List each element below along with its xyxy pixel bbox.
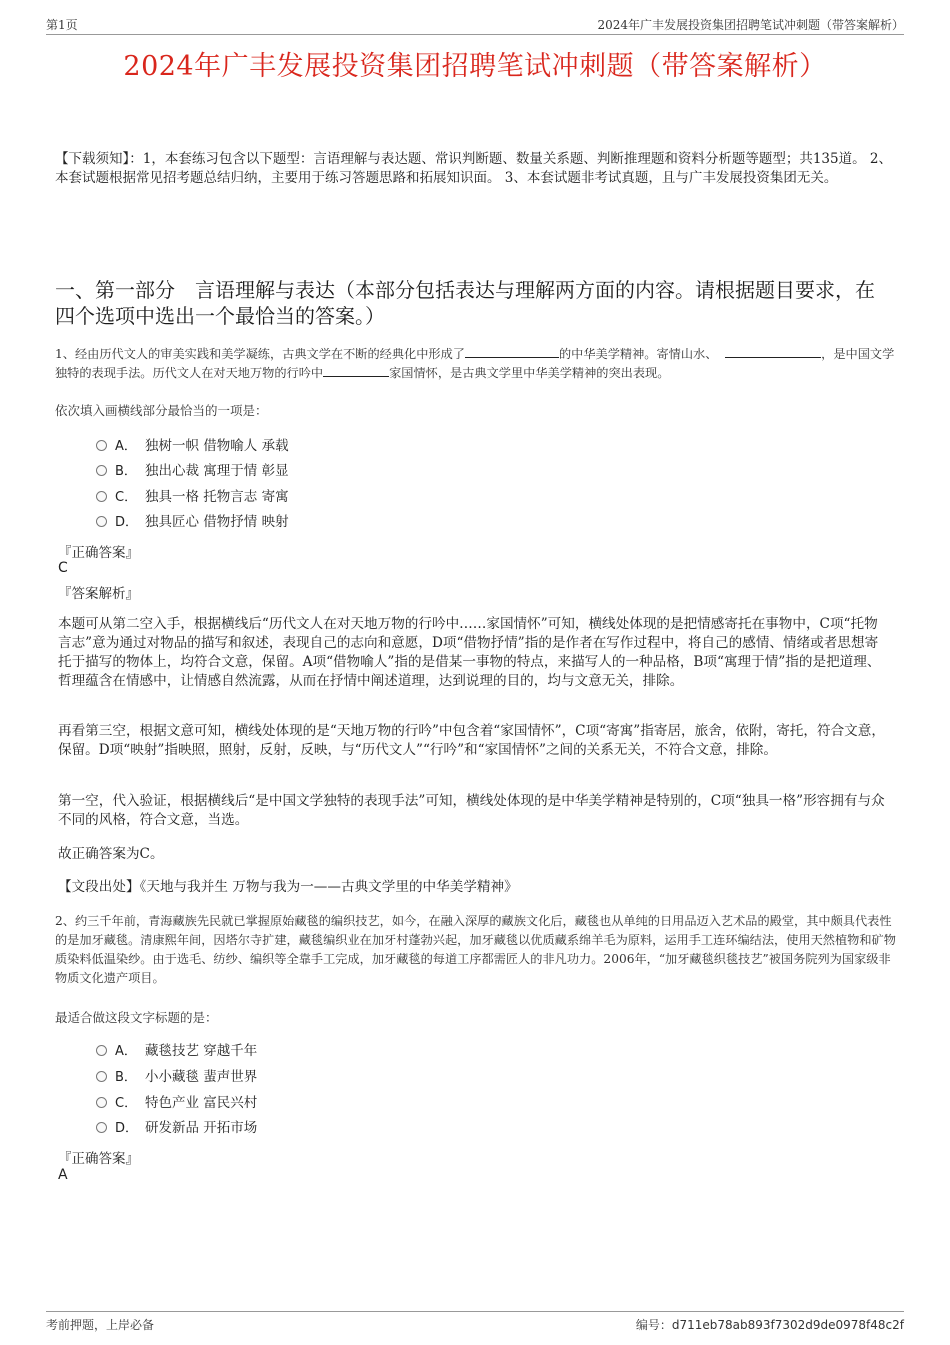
q1-source: 【文段出处】《天地与我并生 万物与我为一——古典文学里的中华美学精神》 bbox=[58, 879, 518, 895]
q1-analysis-paragraph-1: 本题可从第二空入手，根据横线后“历代文人在对天地万物的行吟中……家国情怀”可知，横线处体现的是把情感寄托在事物中，C项“托物言志”意为通过对物品的描写和叙述，表现自己的志向和意愿，D项“借物抒情”指的是作者在写作过程中，将自己的感情、情绪或者思想寄托于描写的物体上，均符合文意，保留。A项“借物喻人”指的是借某一事物的特点，来描写人的一种品格，B项“寓理于情”指的是把道理、哲理蕴含在情感中，让情感自然流露，从而在抒情中阐述道理，达到说理的目的，均与文意无关，排除。 bbox=[58, 616, 881, 689]
option-text: 独具匠心 借物抒情 映射 bbox=[145, 514, 289, 530]
q1-prompt: 依次填入画横线部分最恰当的一项是： bbox=[55, 403, 268, 418]
question-2-text: 2、约三千年前，青海藏族先民就已掌握原始藏毯的编织技艺，如今，在融入深厚的藏族文化后，藏毯也从单纯的日用品迈入艺术品的殿堂，其中颇具代表性的是加牙藏毯。清康熙年间，因塔尔寺扩建，藏毯编织业在加牙村蓬勃兴起，加牙藏毯以优质藏系绵羊毛为原料，运用手工连环编结法，使用天然植物和矿物质染料低温染纱。由于选毛、纺纱、编织等全靠手工完成，加牙藏毯的每道工序都需匠人的非凡功力。2006年，“加牙藏毯织毯技艺”被国务院列为国家级非物质文化遗产项目。 bbox=[55, 914, 896, 985]
q1-part1: 1、经由历代文人的审美实践和美学凝练，古典文学在不断的经典化中形成了 bbox=[55, 347, 465, 361]
q2-answer: A bbox=[58, 1167, 68, 1183]
radio-button-icon[interactable] bbox=[96, 440, 107, 451]
page-footer bbox=[46, 1311, 904, 1336]
radio-button-icon[interactable] bbox=[96, 491, 107, 502]
option-letter: C． bbox=[115, 490, 138, 505]
radio-button-icon[interactable] bbox=[96, 1097, 107, 1108]
q2-option-a[interactable] bbox=[96, 1041, 257, 1061]
page-number: 第1页 bbox=[46, 18, 78, 32]
q1-answer: C bbox=[58, 560, 68, 576]
q1-analysis-label: 『答案解析』 bbox=[58, 586, 139, 602]
document-title: 2024年广丰发展投资集团招聘笔试冲刺题（带答案解析） bbox=[123, 51, 827, 82]
footer-code-value: d711eb78ab893f7302d9de0978f48c2f bbox=[671, 1318, 904, 1332]
q2-option-c[interactable] bbox=[96, 1093, 257, 1113]
option-text: 特色产业 富民兴村 bbox=[145, 1095, 258, 1111]
option-text: 独树一帜 借物喻人 承载 bbox=[145, 438, 289, 454]
radio-button-icon[interactable] bbox=[96, 1071, 107, 1082]
q1-conclusion: 故正确答案为C。 bbox=[58, 846, 164, 862]
q1-part2: 的中华美学精神。寄情山水、 bbox=[558, 347, 718, 361]
option-letter: D． bbox=[115, 515, 139, 530]
option-text: 小小藏毯 蜚声世界 bbox=[145, 1069, 258, 1085]
section-heading: 一、第一部分 言语理解与表达（本部分包括表达与理解两方面的内容。请根据题目要求，在四个选项中选出一个最恰当的答案。） bbox=[55, 278, 875, 328]
footer-slogan: 考前押题，上岸必备 bbox=[46, 1318, 155, 1332]
radio-button-icon[interactable] bbox=[96, 516, 107, 527]
option-text: 藏毯技艺 穿越千年 bbox=[145, 1043, 258, 1059]
question-1-text bbox=[55, 345, 898, 383]
q1-option-b[interactable] bbox=[96, 461, 289, 481]
option-letter: D． bbox=[115, 1121, 139, 1136]
option-letter: A． bbox=[115, 439, 137, 454]
q2-option-b[interactable] bbox=[96, 1067, 257, 1087]
page-header bbox=[46, 14, 904, 35]
option-letter: A． bbox=[115, 1044, 137, 1059]
radio-button-icon[interactable] bbox=[96, 465, 107, 476]
q1-part3: ，是中国文学独特的表现手法。历代文人在对天地万物的行吟中 bbox=[55, 347, 895, 380]
q1-part4: 家国情怀，是古典文学里中华美学精神的突出表现。 bbox=[389, 366, 670, 380]
q2-option-d[interactable] bbox=[96, 1118, 257, 1138]
q1-analysis-paragraph-3: 第一空，代入验证，根据横线后“是中国文学独特的表现手法”可知，横线处体现的是中华美学精神是特别的，C项“独具一格”形容拥有与众不同的风格，符合文意，当选。 bbox=[58, 793, 885, 828]
footer-code-label: 编号： bbox=[635, 1318, 672, 1332]
q1-analysis-paragraph-2: 再看第三空，根据文意可知，横线处体现的是“天地万物的行吟”中包含着“家国情怀”，C项“寄寓”指寄居，旅舍，依附，寄托，符合文意，保留。D项“映射”指映照，照射，反射，反映，与“历代文人”“行吟”和“家国情怀”之间的关系无关，不符合文意，排除。 bbox=[58, 723, 885, 758]
option-letter: B． bbox=[115, 464, 137, 479]
q1-option-a[interactable] bbox=[96, 436, 289, 456]
blank-2 bbox=[725, 345, 821, 358]
footer-code bbox=[636, 1316, 904, 1333]
option-letter: B． bbox=[115, 1070, 137, 1085]
blank-3 bbox=[323, 364, 389, 377]
option-letter: C． bbox=[115, 1096, 138, 1111]
q1-option-c[interactable] bbox=[96, 487, 289, 507]
q2-prompt: 最适合做这段文字标题的是： bbox=[55, 1010, 218, 1025]
blank-1 bbox=[465, 345, 559, 358]
q1-option-d[interactable] bbox=[96, 512, 289, 532]
radio-button-icon[interactable] bbox=[96, 1045, 107, 1056]
radio-button-icon[interactable] bbox=[96, 1122, 107, 1133]
header-doc-name: 2024年广丰发展投资集团招聘笔试冲刺题（带答案解析） bbox=[597, 18, 904, 32]
option-text: 研发新品 开拓市场 bbox=[145, 1120, 258, 1136]
option-text: 独出心裁 寓理于情 彰显 bbox=[145, 463, 289, 479]
q1-answer-label: 『正确答案』 bbox=[58, 545, 139, 561]
download-notice: 【下载须知】：1，本套练习包含以下题型：言语理解与表达题、常识判断题、数量关系题、判断推理题和资料分析题等题型；共135道。 2、本套试题根据常见招考题总结归纳，主要用于练习答题思路和拓展知识面。 3、本套试题非考试真题，且与广丰发展投资集团无关。 bbox=[55, 151, 892, 186]
q2-answer-label: 『正确答案』 bbox=[58, 1151, 139, 1167]
option-text: 独具一格 托物言志 寄寓 bbox=[145, 489, 289, 505]
